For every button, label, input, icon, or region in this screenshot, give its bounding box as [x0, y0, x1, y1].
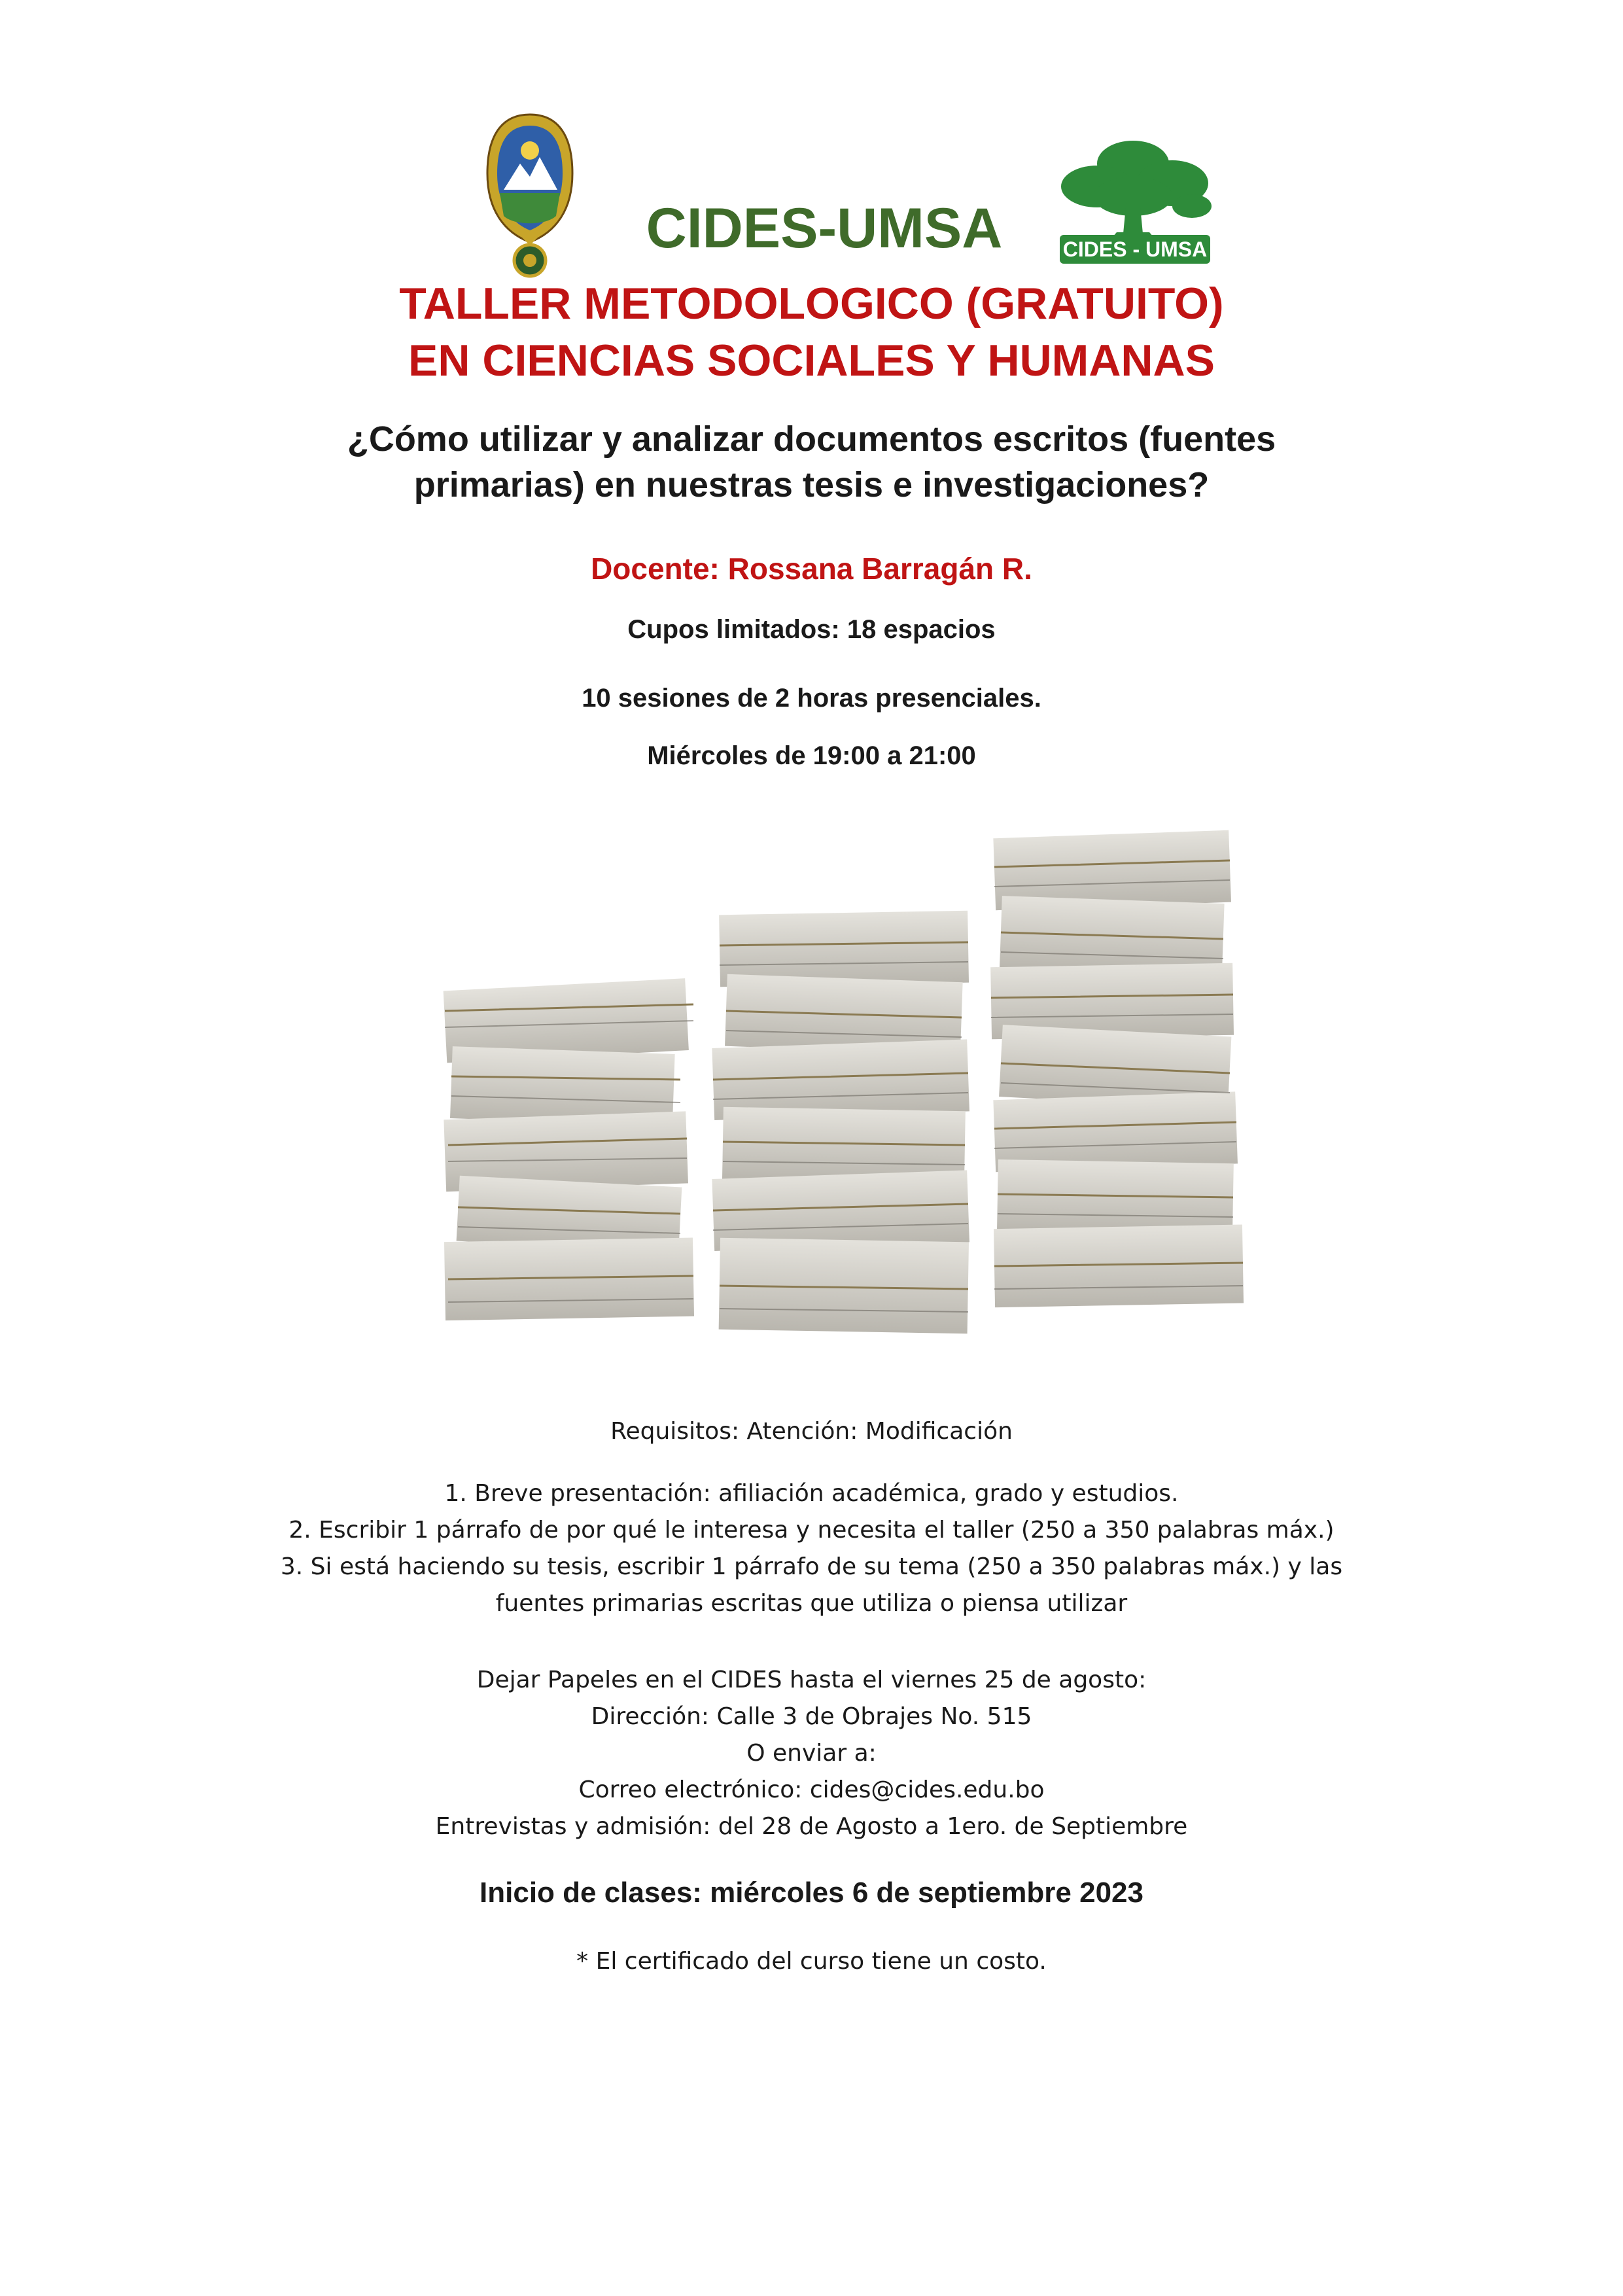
requirement-item: 2. Escribir 1 párrafo de por qué le interesa y necesita el taller (250 a 350 palabras máx.) [288, 1517, 1335, 1544]
submission-address: Dirección: Calle 3 de Obrajes No. 515 [591, 1703, 1032, 1730]
tree-logo-label: CIDES - UMSA [1062, 238, 1208, 261]
cupos-label: Cupos limitados: 18 espacios [627, 615, 996, 644]
start-date: Inicio de clases: miércoles 6 de septiembre 2023 [480, 1877, 1143, 1909]
workshop-title-line1: TALLER METODOLOGICO (GRATUITO) [399, 279, 1224, 328]
requirement-item: 3. Si está haciendo su tesis, escribir 1 párrafo de su tema (250 a 350 palabras máx.) y las [280, 1553, 1343, 1580]
submission-email: Correo electrónico: cides@cides.edu.bo [578, 1776, 1045, 1803]
university-seal-logo [484, 111, 576, 281]
submission-or-send: O enviar a: [746, 1740, 877, 1767]
docente-label: Docente: Rossana Barragán R. [591, 552, 1032, 586]
question-line1: ¿Cómo utilizar y analizar documentos escritos (fuentes [347, 419, 1276, 459]
requirement-item: fuentes primarias escritas que utiliza o piensa utilizar [495, 1590, 1128, 1617]
submission-interviews: Entrevistas y admisión: del 28 de Agosto a 1ero. de Septiembre [435, 1813, 1188, 1840]
submission-info [0, 1662, 1623, 1845]
sesiones-label: 10 sesiones de 2 horas presenciales. [582, 684, 1041, 713]
question-line2: primarias) en nuestras tesis e investigaciones? [413, 465, 1210, 504]
workshop-title-line2: EN CIENCIAS SOCIALES Y HUMANAS [408, 336, 1215, 385]
requirement-item: 1. Breve presentación: afiliación académica, grado y estudios. [444, 1480, 1179, 1507]
requirements-list [0, 1475, 1623, 1622]
cides-tree-logo [1055, 134, 1215, 265]
requirements-heading: Requisitos: Atención: Modificación [610, 1418, 1013, 1445]
newspaper-stacks-image [432, 821, 1256, 1377]
certificate-footnote: * El certificado del curso tiene un costo. [576, 1948, 1047, 1975]
org-title: CIDES-UMSA [646, 197, 1003, 260]
horario-label: Miércoles de 19:00 a 21:00 [647, 741, 976, 770]
submission-deadline: Dejar Papeles en el CIDES hasta el viernes 25 de agosto: [476, 1667, 1147, 1693]
